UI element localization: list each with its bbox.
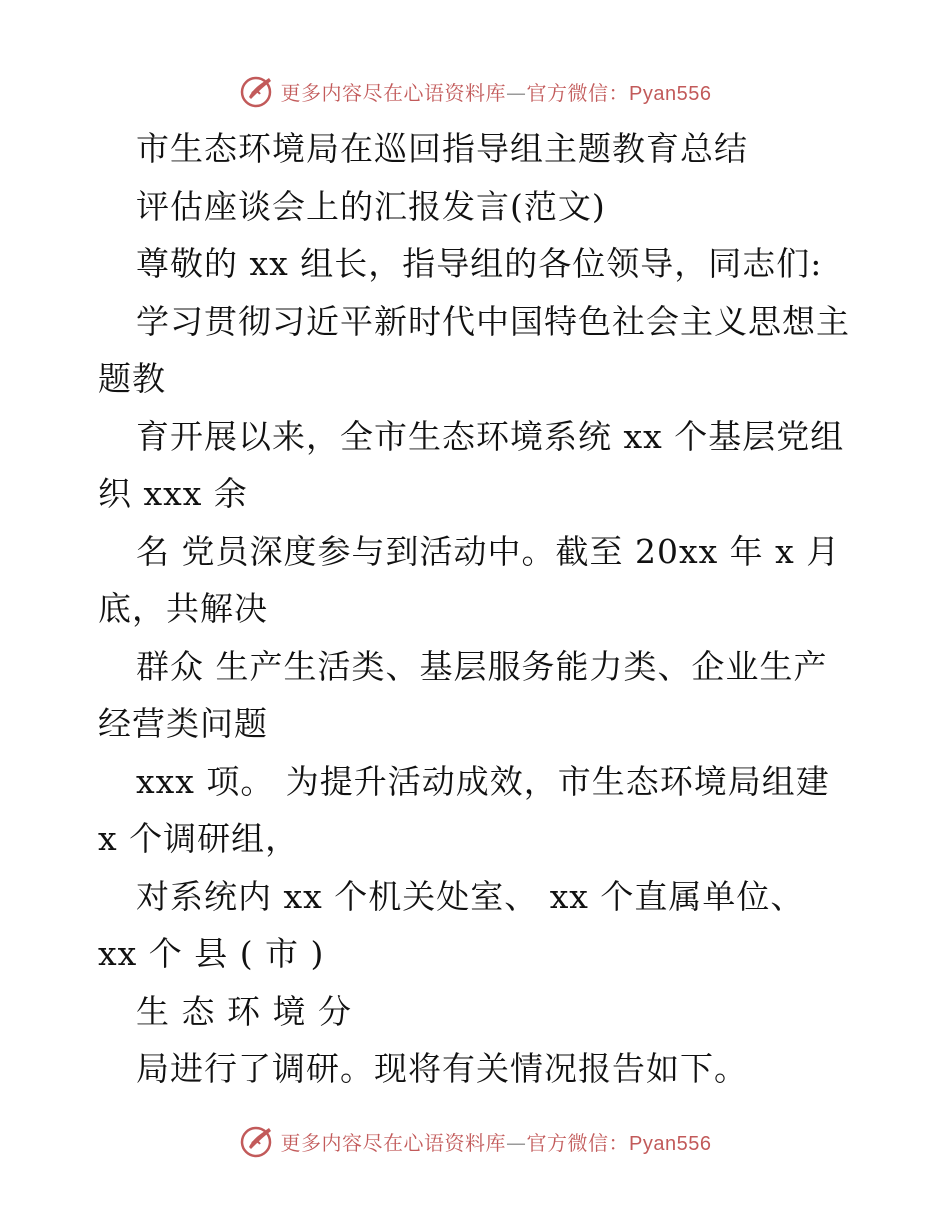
footer-banner-content — [239, 1123, 712, 1159]
banner-contact-id: Pyan556 — [629, 1132, 712, 1155]
banner-brand: 更多内容尽在心语资料库 — [280, 80, 507, 105]
paragraph-line: 育开展以来，全市生态环境系统 xx 个基层党组 — [136, 416, 845, 456]
banner-contact-id: Pyan556 — [629, 82, 712, 105]
banner-contact-label: 官方微信： — [526, 80, 630, 105]
paragraph-line: 经营类问题 — [98, 704, 268, 743]
paragraph-line: x 个调研组， — [98, 819, 300, 858]
paragraph-line: 名 党员深度参与到活动中。截至 20xx 年 x 月 — [136, 531, 841, 571]
paragraph-line: 对系统内 xx 个机关处室、 xx 个直属单位、 — [136, 876, 805, 916]
title-line-2: 评估座谈会上的汇报发言(范文) — [136, 186, 606, 226]
pen-in-circle-icon — [239, 73, 275, 109]
paragraph-line: xxx 项。 为提升活动成效，市生态环境局组建 — [136, 761, 830, 801]
footer-banner — [0, 1121, 950, 1161]
paragraph-line: 题教 — [98, 359, 166, 398]
banner-dash: — — [506, 80, 527, 105]
header-banner — [0, 71, 950, 111]
paragraph-line: 生 态 环 境 分 — [136, 991, 352, 1031]
paragraph-line: 学习贯彻习近平新时代中国特色社会主义思想主 — [136, 301, 850, 341]
banner-dash: — — [506, 1130, 527, 1155]
paragraph-line: 底，共解决 — [98, 589, 268, 628]
banner-brand: 更多内容尽在心语资料库 — [280, 1130, 507, 1155]
footer-banner-text — [281, 1127, 712, 1156]
document-body — [98, 120, 858, 1098]
salutation: 尊敬的 xx 组长，指导组的各位领导，同志们: — [136, 244, 823, 283]
paragraph-line: xx 个 县 ( 市 ) — [98, 934, 325, 973]
header-banner-text — [281, 77, 712, 106]
paragraph-line: 织 xxx 余 — [98, 474, 248, 513]
paragraph-line: 局进行了调研。现将有关情况报告如下。 — [136, 1049, 748, 1088]
paragraph-line: 群众 生产生活类、基层服务能力类、企业生产 — [136, 646, 828, 686]
pen-in-circle-icon — [239, 1123, 275, 1159]
banner-contact-label: 官方微信： — [526, 1130, 630, 1155]
title-line-1: 市生态环境局在巡回指导组主题教育总结 — [136, 129, 748, 168]
header-banner-content — [239, 73, 712, 109]
